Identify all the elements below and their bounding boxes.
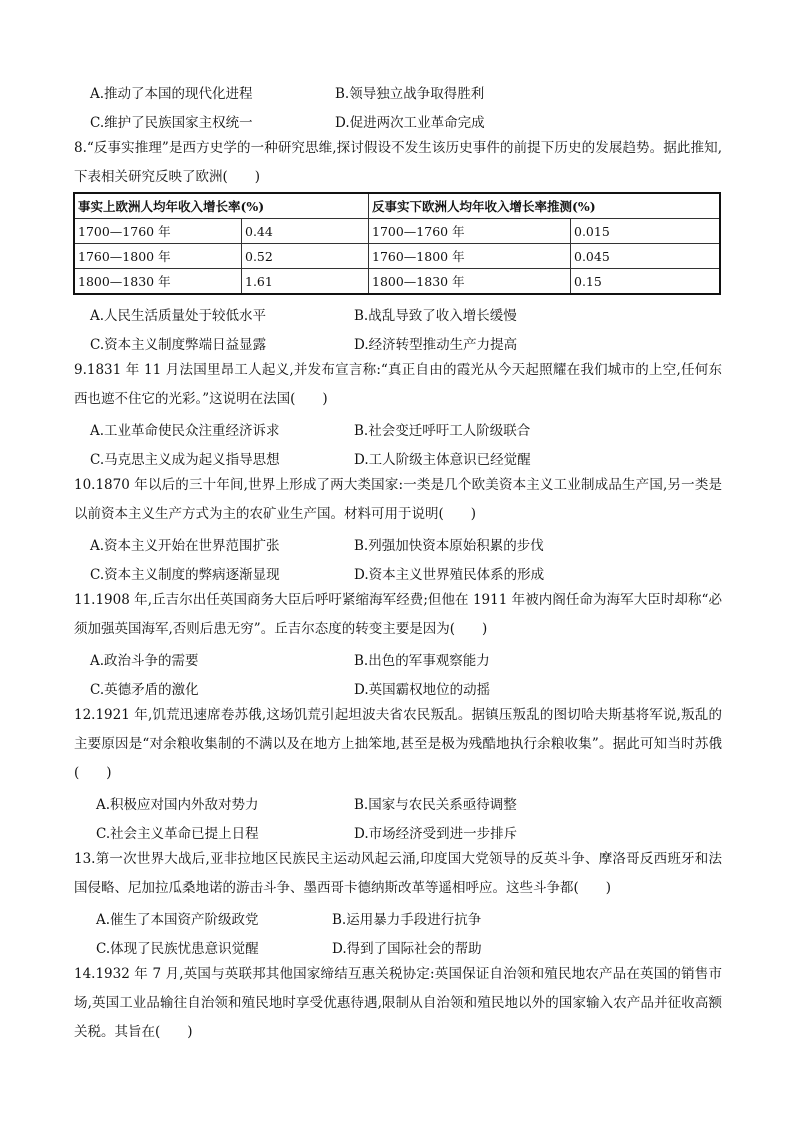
q8-data-table [73,192,721,295]
q12-option-a: A.积极应对国内外敌对势力 [96,797,259,813]
q9-option-d: D.工人阶级主体意识已经觉醒 [354,452,531,468]
q10-option-c: C.资本主义制度的弊病逐渐显现 [90,567,280,583]
table-cell-value: 0.52 [242,244,369,269]
q8-option-a: A.人民生活质量处于较低水平 [90,308,267,324]
table-row [74,219,720,244]
q11-option-a: A.政治斗争的需要 [90,653,199,669]
q13-option-b: B.运用暴力手段进行抗争 [332,912,482,928]
q10-option-a: A.资本主义开始在世界范围扩张 [90,538,280,554]
table-row [74,269,720,295]
q7-option-a: A.推动了本国的现代化进程 [90,86,253,102]
q13-option-c: C.体现了民族忧患意识觉醒 [96,941,259,957]
q10-stem: 10.1870 年以后的三十年间,世界上形成了两大类国家:一类是几个欧美资本主义工业制成品生产国,另一类是以前资本主义生产方式为主的农矿业生产国。材料可用于说明( ) [74,477,722,522]
q8-option-b: B.战乱导致了收入增长缓慢 [354,308,517,324]
table-cell-period: 1800—1830 年 [369,269,571,295]
table-cell-value: 0.15 [571,269,721,295]
q7-option-c: C.维护了民族国家主权统一 [90,115,253,131]
q9-option-b: B.社会变迁呼吁工人阶级联合 [354,423,531,439]
table-cell-value: 1.61 [242,269,369,295]
table-cell-period: 1760—1800 年 [369,244,571,269]
q14-stem: 14.1932 年 7 月,英国与英联邦其他国家缔结互惠关税协定:英国保证自治领和殖民地农产品在英国的销售市场,英国工业品输往自治领和殖民地时享受优惠待遇,限制从自治领和殖民地以外的国家输入农产品并征收高额关税。其旨在( ) [74,966,722,1040]
q11-option-d: D.英国霸权地位的动摇 [354,682,491,698]
q13-option-d: D.得到了国际社会的帮助 [332,941,482,957]
q10-option-d: D.资本主义世界殖民体系的形成 [354,567,545,583]
q13-stem: 13.第一次世界大战后,亚非拉地区民族民主运动风起云涌,印度国大党领导的反英斗争、摩洛哥反西班牙和法国侵略、尼加拉瓜桑地诺的游击斗争、墨西哥卡德纳斯改革等遥相呼应。这些斗争都( ) [74,851,722,896]
q7-option-d: D.促进两次工业革命完成 [335,115,485,131]
q9-option-c: C.马克思主义成为起义指导思想 [90,452,280,468]
table-cell-value: 0.015 [571,219,721,244]
table-cell-period: 1700—1760 年 [74,219,242,244]
table-cell-period: 1800—1830 年 [74,269,242,295]
table-header-counterfactual: 反事实下欧洲人均年收入增长率推测(%) [369,193,721,219]
q7-option-b: B.领导独立战争取得胜利 [335,86,485,102]
table-cell-period: 1760—1800 年 [74,244,242,269]
q8-option-c: C.资本主义制度弊端日益显露 [90,337,267,353]
table-header-factual: 事实上欧洲人均年收入增长率(%) [74,193,369,219]
q12-option-b: B.国家与农民关系亟待调整 [354,797,517,813]
q8-stem: 8.“反事实推理”是西方史学的一种研究思维,探讨假设不发生该历史事件的前提下历史的发展趋势。据此推知,下表相关研究反映了欧洲( ) [74,140,722,185]
table-cell-value: 0.045 [571,244,721,269]
q12-option-c: C.社会主义革命已提上日程 [96,826,259,842]
q10-option-b: B.列强加快资本原始积累的步伐 [354,538,544,554]
q11-stem: 11.1908 年,丘吉尔出任英国商务大臣后呼吁紧缩海军经费;但他在 1911 年被内阁任命为海军大臣时却称“必须加强英国海军,否则后患无穷”。丘吉尔态度的转变主要是因为( ) [74,592,722,637]
q9-option-a: A.工业革命使民众注重经济诉求 [90,423,280,439]
q8-option-d: D.经济转型推动生产力提高 [354,337,518,353]
table-header-row [74,193,720,219]
q11-option-c: C.英德矛盾的激化 [90,682,199,698]
table-row [74,244,720,269]
table-cell-period: 1700—1760 年 [369,219,571,244]
q11-option-b: B.出色的军事观察能力 [354,653,490,669]
q13-option-a: A.催生了本国资产阶级政党 [96,912,259,928]
q9-stem: 9.1831 年 11 月法国里昂工人起义,并发布宣言称:“真正自由的霞光从今天起照耀在我们城市的上空,任何东西也遮不住它的光彩。”这说明在法国( ) [74,362,722,407]
q12-stem: 12.1921 年,饥荒迅速席卷苏俄,这场饥荒引起坦波夫省农民叛乱。据镇压叛乱的图切哈夫斯基将军说,叛乱的主要原因是“对余粮收集制的不满以及在地方上拙笨地,甚至是极为残酷地执行余粮收集”。据此可知当时苏俄( ) [74,707,722,781]
q12-option-d: D.市场经济受到进一步排斥 [354,826,518,842]
table-cell-value: 0.44 [242,219,369,244]
